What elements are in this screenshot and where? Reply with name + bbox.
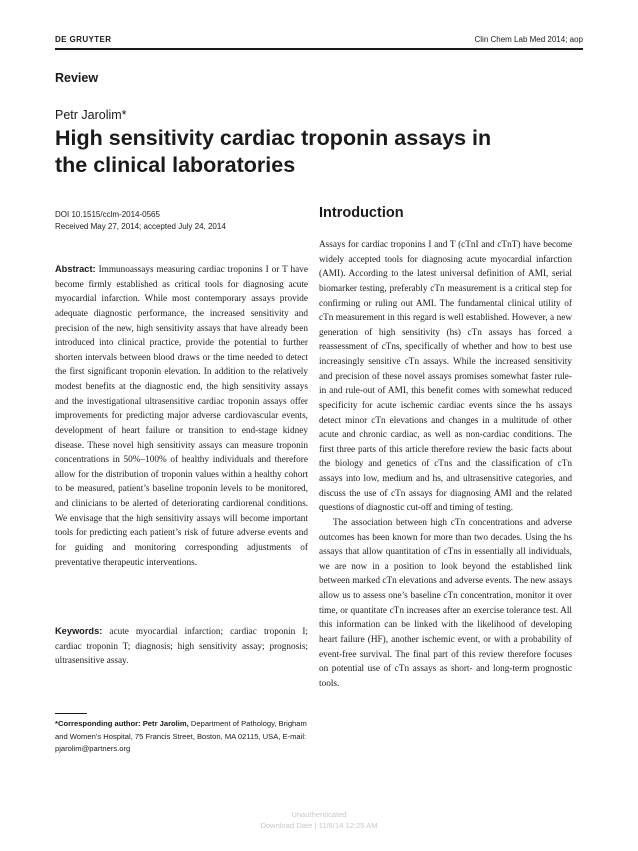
- article-section-label: Review: [55, 71, 99, 85]
- article-title: High sensitivity cardiac troponin assays in the clinical laboratories: [55, 126, 492, 177]
- footnote-text: Department of Pathology, Brigham and Women’s Hospital, 75 Francis Street, Boston, MA 02115, USA, E-mail: pjarolim@partners.org: [55, 719, 307, 753]
- introduction-body: [319, 238, 572, 691]
- introduction-paragraph: The association between high cTn concentrations and adverse outcomes has been known for more than two decades. Using the hs assays that allow quantitation of cTns in essentially all individuals, we are now in a position to look beyond the established link between marked cTn elevations and adverse events. The new assays allow us to assess one’s baseline cTn concentration, monitor it over time, or quantitate cTn increases after an exercise tolerance test. All this information can be linked with the likelihood of developing heart failure (HF), another ischemic event, or with a probability of event-free survival. The final part of this review therefore focuses on potential use of cTn assays as short- and long-term prognostic tools.: [319, 517, 572, 689]
- publisher-name: DE GRUYTER: [55, 35, 112, 44]
- article-author: Petr Jarolim*: [55, 108, 127, 122]
- introduction-paragraph: Assays for cardiac troponins I and T (cTnI and cTnT) have become widely accepted tools for diagnosing acute myocardial infarction (AMI). According to the latest universal definition of AMI, serial biomarker testing, preferably cTn measurement is a critical step for confirming or ruling out AMI. The fundamental clinical utility of cTn measurement in this regard is well established. However, a new generation of high sensitivity (hs) cTn assays has forced a reassessment of cTns, specifically of whether and how to best use increasingly sensitive cTn assays. While the increased sensitivity and precision of these novel assays promises somewhat faster rule-in and rule-out of AMI, this benefit comes with somewhat reduced specificity for acute ischemic cardiac events since the hs assays detect minor cTn elevations and changes in a multitude of other acute and chronic cardiac, as well as non-cardiac conditions. The first three parts of this article therefore review the basic facts about the biology and genetics of cTns and the classification of cTn assays into low, medium and hs, and ultrasensitive categories, and discuss the use of cTn assays for diagnosing AMI and the related questions of diagnostic cut-off and timing of testing.: [319, 240, 572, 514]
- received-accepted-dates: Received May 27, 2014; accepted July 24, 2014: [55, 222, 226, 231]
- introduction-heading: Introduction: [319, 205, 404, 221]
- header-divider: [55, 48, 583, 50]
- doi-line[interactable]: DOI 10.1515/cclm-2014-0565: [55, 210, 160, 219]
- download-watermark: [0, 810, 638, 831]
- journal-reference: Clin Chem Lab Med 2014; aop: [474, 35, 583, 44]
- watermark-line: Unauthenticated: [291, 810, 347, 819]
- footnote-label: *Corresponding author: Petr Jarolim,: [55, 719, 189, 728]
- keywords-text: acute myocardial infarction; cardiac troponin I; cardiac troponin T; diagnosis; high sensitivity assay; prognosis; ultrasensitive assay.: [55, 627, 308, 667]
- abstract: [55, 262, 308, 570]
- abstract-text: Immunoassays measuring cardiac troponins I or T have become firmly established as critical tools for diagnosing acute myocardial infarction. While most contemporary assays provide adequate diagnostic performance, the increased sensitivity and precision of the new, high sensitivity assays that have already been introduced into clinical practice, provide the potential to further shorten intervals between blood draws or the time needed to detect the first significant troponin elevation. In addition to the relatively modest benefits at the diagnostic end, the high sensitivity assays and the investigational ultrasensitive cardiac troponin assays offer improvements for predicting major adverse cardiovascular events, development of heart failure or transition to end-stage kidney disease. These novel high sensitivity assays can measure troponin concentrations in 50%–100% of healthy individuals and therefore allow for the distribution of troponin values within a healthy cohort to be measured, patient’s baseline troponin levels to be monitored, and clinicians to be alerted of deteriorating cardiorenal conditions. We envisage that the high sensitivity assays will become important tools for predicting each patient’s risk of future adverse events and for guiding and monitoring corresponding adjustments of preventative therapeutic interventions.: [55, 265, 309, 568]
- abstract-label: Abstract:: [55, 264, 96, 274]
- footnote-divider: [55, 713, 87, 714]
- watermark-line: Download Date | 11/6/14 12:25 AM: [260, 820, 378, 830]
- corresponding-author-footnote: [55, 718, 308, 756]
- article-metadata: [55, 209, 226, 233]
- keywords-label: Keywords:: [55, 626, 103, 636]
- keywords: [55, 624, 308, 669]
